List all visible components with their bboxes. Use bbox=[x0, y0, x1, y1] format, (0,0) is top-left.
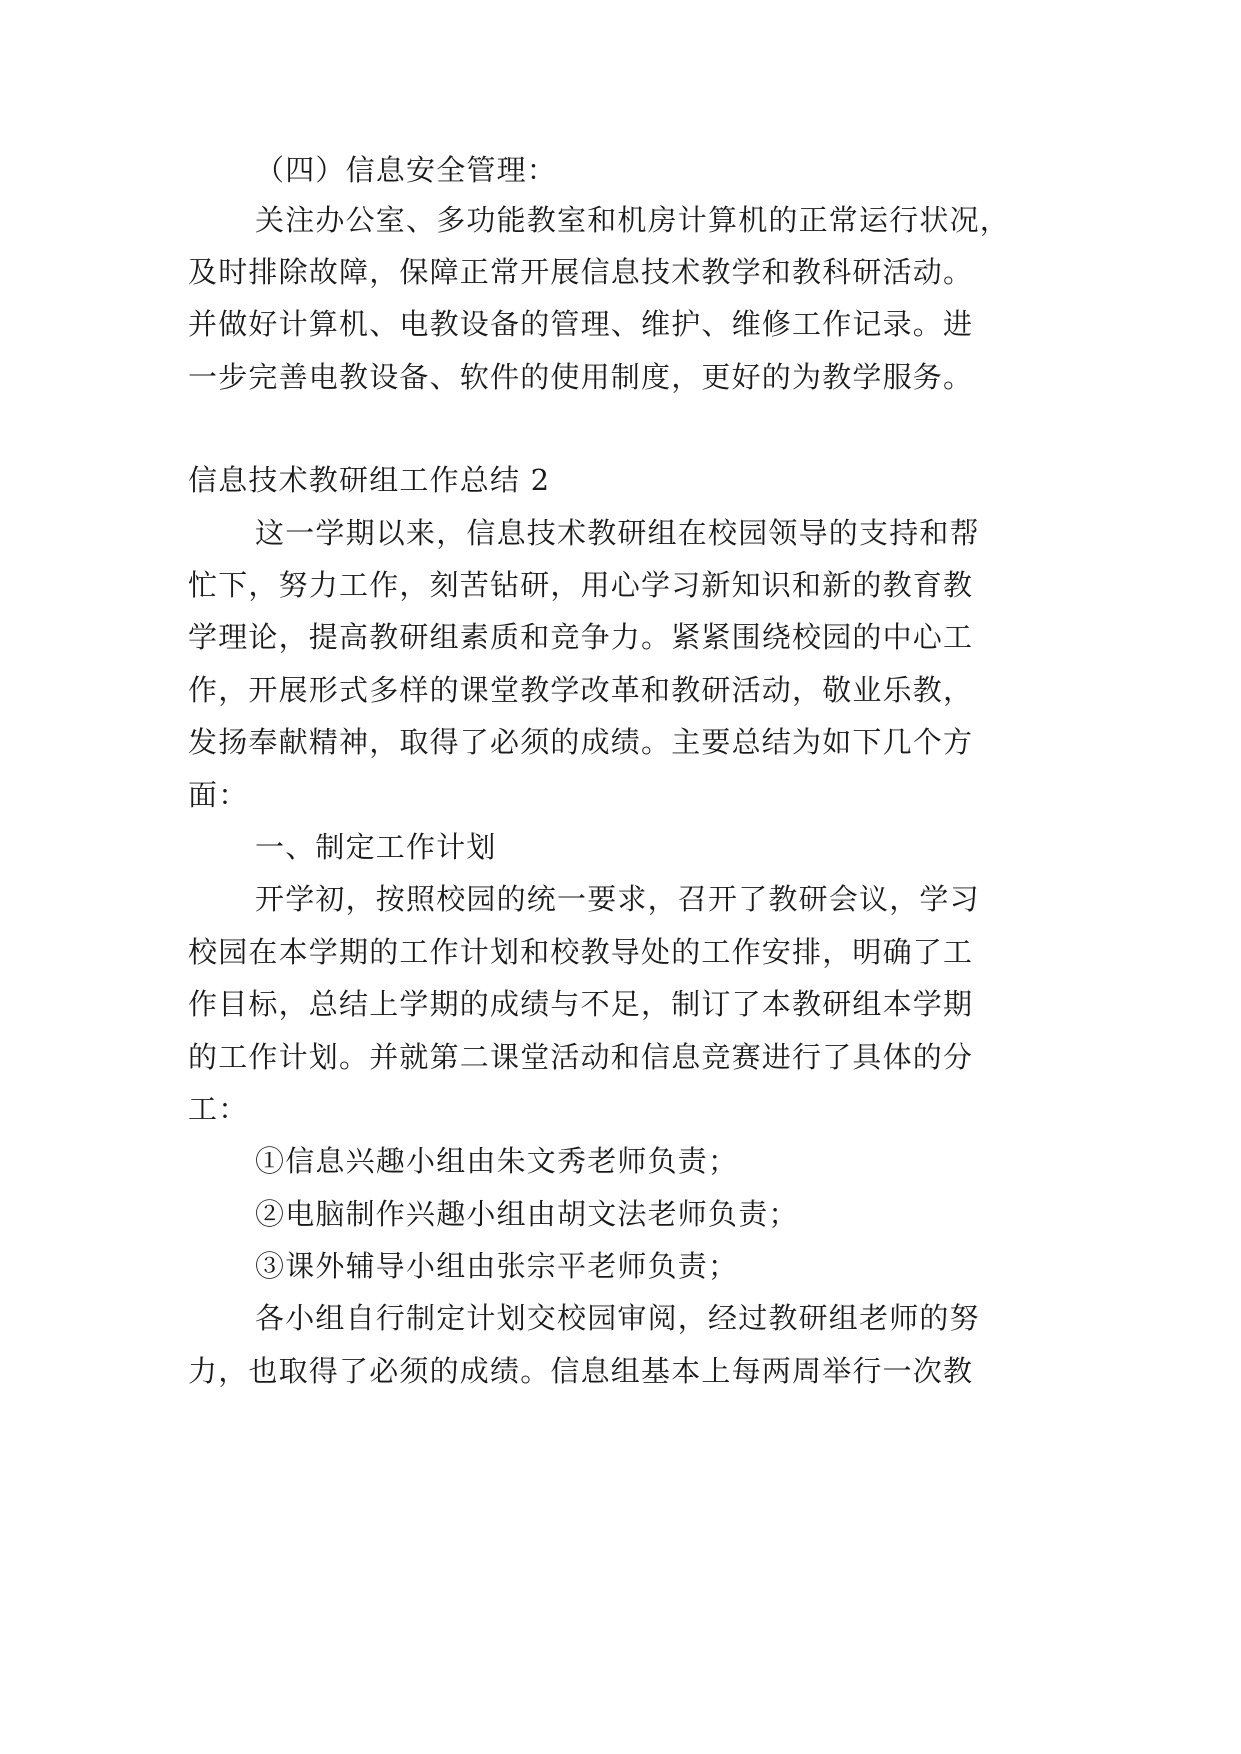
list-item: ②电脑制作兴趣小组由胡文法老师负责； bbox=[255, 1197, 799, 1231]
paragraph-line: 忙下，努力工作，刻苦钻研，用心学习新知识和新的教育教 bbox=[188, 568, 974, 602]
paragraph-line: 并做好计算机、电教设备的管理、维护、维修工作记录。进 bbox=[188, 307, 974, 341]
paragraph-line: 开学初，按照校园的统一要求，召开了教研会议，学习 bbox=[255, 882, 980, 916]
paragraph-line: 各小组自行制定计划交校园审阅，经过教研组老师的努 bbox=[255, 1301, 980, 1335]
paragraph-line: 工： bbox=[188, 1092, 249, 1126]
paragraph-line: 及时排除故障，保障正常开展信息技术教学和教科研活动。 bbox=[188, 255, 974, 289]
list-item: ①信息兴趣小组由朱文秀老师负责； bbox=[255, 1144, 739, 1178]
paragraph-line: 作目标，总结上学期的成绩与不足，制订了本教研组本学期 bbox=[188, 987, 974, 1021]
paragraph-line: 面： bbox=[188, 778, 249, 812]
paragraph-line: 关注办公室、多功能教室和机房计算机的正常运行状况， bbox=[255, 203, 1011, 237]
paragraph-line: 作，开展形式多样的课堂教学改革和教研活动，敬业乐教， bbox=[188, 673, 974, 707]
paragraph-line: 发扬奉献精神，取得了必须的成绩。主要总结为如下几个方 bbox=[188, 725, 974, 759]
paragraph-line: 学理论，提高教研组素质和竞争力。紧紧围绕校园的中心工 bbox=[188, 620, 974, 654]
list-item: ③课外辅导小组由张宗平老师负责； bbox=[255, 1249, 739, 1283]
paragraph-line: 这一学期以来，信息技术教研组在校园领导的支持和帮 bbox=[255, 516, 980, 550]
paragraph-line: 校园在本学期的工作计划和校教导处的工作安排，明确了工 bbox=[188, 935, 974, 969]
paragraph-line: 力，也取得了必须的成绩。信息组基本上每两周举行一次教 bbox=[188, 1354, 974, 1388]
section-heading: （四）信息安全管理： bbox=[255, 153, 558, 187]
section-heading: 一、制定工作计划 bbox=[255, 830, 497, 864]
document-title: 信息技术教研组工作总结 2 bbox=[188, 463, 551, 497]
paragraph-line: 一步完善电教设备、软件的使用制度，更好的为教学服务。 bbox=[188, 360, 974, 394]
paragraph-line: 的工作计划。并就第二课堂活动和信息竞赛进行了具体的分 bbox=[188, 1040, 974, 1074]
